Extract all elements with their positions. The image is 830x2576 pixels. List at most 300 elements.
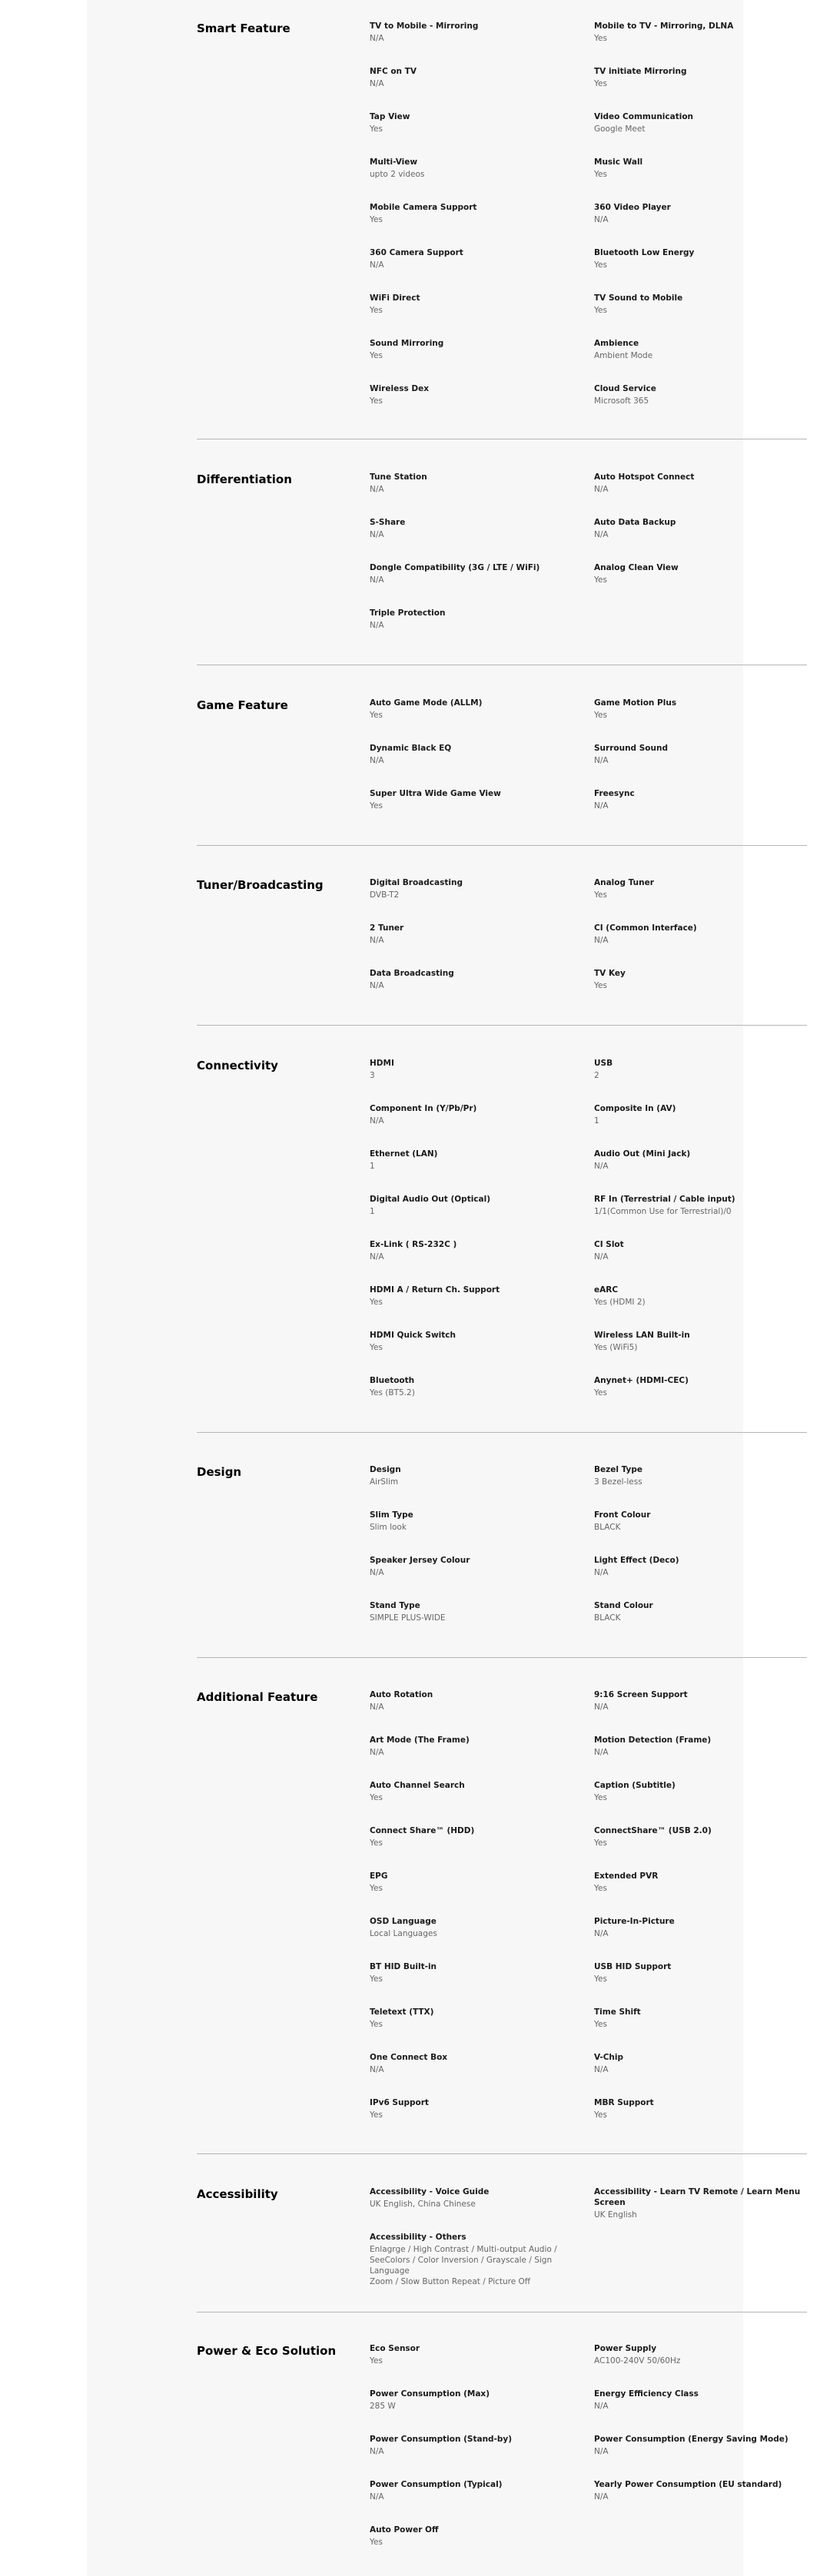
spec-item <box>370 202 594 247</box>
spec-value: N/A <box>594 215 609 224</box>
spec-item <box>594 2343 807 2389</box>
spec-value: Yes <box>594 170 607 179</box>
spec-item <box>370 1239 594 1285</box>
spec-item <box>594 1330 807 1375</box>
spec-label: Tune Station <box>370 472 427 482</box>
spec-item <box>370 472 594 517</box>
spec-item <box>370 1058 594 1103</box>
spec-value: Yes <box>370 1793 383 1802</box>
spec-item <box>370 21 594 66</box>
spec-item <box>370 2434 594 2479</box>
spec-label: Bluetooth Low Energy <box>594 248 695 257</box>
spec-label: Art Mode (The Frame) <box>370 1736 470 1745</box>
spec-item <box>370 2007 594 2052</box>
spec-grid <box>370 472 807 653</box>
spec-item <box>370 743 594 788</box>
spec-item <box>370 247 594 293</box>
spec-item <box>370 2343 594 2389</box>
spec-item <box>370 1871 594 1916</box>
spec-label: Surround Sound <box>594 744 668 753</box>
spec-item <box>370 562 594 608</box>
spec-item <box>370 968 594 1013</box>
spec-label: Power Consumption (Stand-by) <box>370 2435 513 2444</box>
spec-item <box>370 2186 594 2232</box>
spec-value: N/A <box>594 1568 609 1577</box>
spec-item <box>594 293 807 338</box>
spec-item <box>370 1375 594 1421</box>
spec-value: Yes <box>594 1793 607 1802</box>
spec-value: Yes <box>594 890 607 900</box>
spec-label: MBR Support <box>594 2098 654 2107</box>
spec-value: Yes <box>594 260 607 270</box>
spec-item <box>370 608 594 653</box>
spec-item <box>370 698 594 743</box>
spec-value: N/A <box>370 485 384 494</box>
spec-value: Yes <box>370 2020 383 2029</box>
spec-value: Yes <box>594 1884 607 1893</box>
spec-value: N/A <box>370 2447 384 2456</box>
spec-item <box>594 1103 807 1149</box>
spec-label: Slim Type <box>370 1510 413 1520</box>
spec-value: 1 <box>370 1207 375 1216</box>
spec-value: N/A <box>594 1162 609 1171</box>
spec-value: 285 W <box>370 2402 396 2411</box>
spec-value: Yes <box>594 711 607 720</box>
spec-item <box>594 968 807 1013</box>
spec-item <box>370 111 594 157</box>
section-connectivity <box>197 1058 807 1433</box>
spec-label: IPv6 Support <box>370 2098 429 2107</box>
spec-value: N/A <box>594 1748 609 1757</box>
spec-label: TV Sound to Mobile <box>594 293 683 303</box>
spec-label: CI Slot <box>594 1240 624 1249</box>
spec-item <box>370 293 594 338</box>
spec-item <box>594 247 807 293</box>
spec-value: N/A <box>594 801 609 811</box>
spec-item <box>594 2434 807 2479</box>
spec-item <box>594 2052 807 2097</box>
spec-item <box>370 2052 594 2097</box>
spec-label: Analog Tuner <box>594 878 654 887</box>
spec-label: 360 Camera Support <box>370 248 463 257</box>
spec-value: Yes <box>594 1838 607 1848</box>
spec-grid <box>370 1464 807 1646</box>
spec-label: Composite In (AV) <box>594 1104 676 1113</box>
spec-value: 3 Bezel-less <box>594 1477 642 1487</box>
spec-item <box>370 383 594 429</box>
spec-item <box>370 2097 594 2143</box>
spec-label: Connect Share™ (HDD) <box>370 1826 475 1835</box>
spec-item <box>594 2007 807 2052</box>
spec-value: N/A <box>594 1929 609 1938</box>
spec-item <box>594 698 807 743</box>
section-additional-feature <box>197 1689 807 2154</box>
spec-item <box>594 1375 807 1421</box>
section-divider <box>197 1657 807 1658</box>
spec-label: Component In (Y/Pb/Pr) <box>370 1104 477 1113</box>
spec-item <box>370 517 594 562</box>
spec-label: Front Colour <box>594 1510 651 1520</box>
spec-label: Power Supply <box>594 2344 657 2353</box>
spec-item <box>594 923 807 968</box>
spec-item <box>370 157 594 202</box>
spec-item <box>594 21 807 66</box>
spec-label: Accessibility - Voice Guide <box>370 2187 490 2196</box>
spec-label: V-Chip <box>594 2053 624 2062</box>
spec-item <box>594 562 807 608</box>
spec-item <box>594 877 807 923</box>
spec-value: N/A <box>594 1702 609 1712</box>
spec-label: Auto Data Backup <box>594 518 676 527</box>
spec-label: Yearly Power Consumption (EU standard) <box>594 2480 782 2489</box>
spec-item <box>594 1825 807 1871</box>
section-game-feature <box>197 698 807 846</box>
spec-value: N/A <box>370 2065 384 2074</box>
spec-label: Sound Mirroring <box>370 339 444 348</box>
spec-item <box>594 1871 807 1916</box>
section-title: Additional Feature <box>197 1690 318 1704</box>
spec-label: Stand Colour <box>594 1601 653 1610</box>
spec-label: Music Wall <box>594 157 643 167</box>
spec-item <box>594 1961 807 2007</box>
spec-label: TV Key <box>594 969 626 978</box>
spec-label: Time Shift <box>594 2007 641 2017</box>
spec-item <box>370 1961 594 2007</box>
spec-item <box>370 1103 594 1149</box>
spec-value: N/A <box>370 621 384 630</box>
spec-item <box>594 2479 807 2525</box>
spec-value: N/A <box>370 1748 384 1757</box>
spec-value: Yes (BT5.2) <box>370 1388 415 1397</box>
section-tuner-broadcasting <box>197 877 807 1026</box>
spec-label: Digital Broadcasting <box>370 878 463 887</box>
spec-item <box>370 1285 594 1330</box>
spec-value: DVB-T2 <box>370 890 400 900</box>
spec-label: Teletext (TTX) <box>370 2007 434 2017</box>
spec-item <box>370 66 594 111</box>
spec-value: Yes <box>370 801 383 811</box>
spec-label: USB HID Support <box>594 1962 672 1971</box>
spec-item <box>594 517 807 562</box>
spec-label: Tap View <box>370 112 410 121</box>
spec-item <box>370 2479 594 2525</box>
spec-label: Ambience <box>594 339 639 348</box>
spec-label: 360 Video Player <box>594 203 671 212</box>
spec-item <box>370 1330 594 1375</box>
spec-item <box>370 1510 594 1555</box>
spec-value: Yes <box>370 306 383 315</box>
spec-item <box>594 202 807 247</box>
spec-label: Dongle Compatibility (3G / LTE / WiFi) <box>370 563 540 572</box>
spec-item <box>594 1916 807 1961</box>
spec-item <box>594 2097 807 2143</box>
spec-label: Video Communication <box>594 112 694 121</box>
spec-label: Accessibility - Others <box>370 2233 466 2242</box>
spec-value: Yes (WiFi5) <box>594 1343 638 1352</box>
spec-item <box>594 1555 807 1600</box>
spec-label: Auto Hotspot Connect <box>594 472 695 482</box>
spec-value: N/A <box>370 79 384 88</box>
section-title: Differentiation <box>197 472 292 486</box>
section-title: Power & Eco Solution <box>197 2344 337 2358</box>
spec-value: AC100-240V 50/60Hz <box>594 2356 681 2365</box>
spec-label: Design <box>370 1465 401 1474</box>
spec-value: N/A <box>370 1568 384 1577</box>
spec-value: upto 2 videos <box>370 170 425 179</box>
spec-item <box>370 2232 594 2322</box>
spec-item <box>370 1780 594 1825</box>
spec-value: Microsoft 365 <box>594 396 649 406</box>
spec-item <box>370 788 594 834</box>
spec-item <box>594 383 807 429</box>
spec-value: Yes <box>594 2020 607 2029</box>
spec-value: Yes <box>594 34 607 43</box>
spec-label: ConnectShare™ (USB 2.0) <box>594 1826 712 1835</box>
spec-label: TV initiate Mirroring <box>594 67 687 76</box>
spec-value: N/A <box>594 530 609 539</box>
spec-value: AirSlim <box>370 1477 399 1487</box>
spec-grid <box>370 2186 807 2322</box>
spec-value: N/A <box>370 575 384 585</box>
spec-label: EPG <box>370 1871 388 1881</box>
spec-item <box>594 157 807 202</box>
spec-item <box>370 1916 594 1961</box>
spec-label: Power Consumption (Typical) <box>370 2480 503 2489</box>
section-title: Smart Feature <box>197 22 290 35</box>
spec-label: Stand Type <box>370 1601 420 1610</box>
section-divider <box>197 1025 807 1026</box>
spec-item <box>594 111 807 157</box>
spec-label: Bezel Type <box>594 1465 643 1474</box>
spec-label: Bluetooth <box>370 1376 415 1385</box>
spec-grid <box>370 2343 807 2570</box>
spec-label: Mobile to TV - Mirroring, DLNA <box>594 22 734 31</box>
spec-value: SIMPLE PLUS-WIDE <box>370 1613 446 1623</box>
spec-label: Ex-Link ( RS-232C ) <box>370 1240 457 1249</box>
spec-item <box>594 1239 807 1285</box>
spec-value: Local Languages <box>370 1929 437 1938</box>
spec-item <box>370 1555 594 1600</box>
spec-value: Yes <box>370 396 383 406</box>
spec-value: Yes <box>594 306 607 315</box>
spec-value: N/A <box>370 936 384 945</box>
spec-panel <box>87 0 801 2576</box>
spec-value: Google Meet <box>594 124 646 134</box>
spec-item <box>594 1735 807 1780</box>
spec-value: N/A <box>370 2492 384 2501</box>
spec-item <box>594 1058 807 1103</box>
spec-label: Caption (Subtitle) <box>594 1781 676 1790</box>
spec-label: NFC on TV <box>370 67 417 76</box>
spec-value: N/A <box>370 260 384 270</box>
spec-item <box>594 1510 807 1555</box>
spec-label: Energy Efficiency Class <box>594 2389 699 2399</box>
spec-value: N/A <box>594 2402 609 2411</box>
spec-value: 1 <box>594 1116 599 1126</box>
spec-label: Power Consumption (Max) <box>370 2389 490 2399</box>
spec-value: Yes <box>370 351 383 360</box>
spec-item <box>370 2525 594 2570</box>
spec-grid <box>370 877 807 1013</box>
spec-value: Yes <box>594 1974 607 1984</box>
spec-value: Yes (HDMI 2) <box>594 1298 646 1307</box>
spec-item <box>370 1735 594 1780</box>
spec-value: Yes <box>594 79 607 88</box>
spec-label: 9:16 Screen Support <box>594 1690 688 1699</box>
spec-item <box>594 743 807 788</box>
section-power-eco <box>197 2343 807 2576</box>
spec-value: N/A <box>594 1252 609 1261</box>
spec-label: Light Effect (Deco) <box>594 1556 679 1565</box>
spec-label: Auto Game Mode (ALLM) <box>370 698 483 708</box>
spec-item <box>594 66 807 111</box>
spec-label: Dynamic Black EQ <box>370 744 452 753</box>
spec-item <box>370 877 594 923</box>
spec-item <box>370 1149 594 1194</box>
section-title: Accessibility <box>197 2187 278 2201</box>
spec-value: 2 <box>594 1071 599 1080</box>
spec-label: Auto Channel Search <box>370 1781 465 1790</box>
spec-value: N/A <box>594 2447 609 2456</box>
spec-label: Data Broadcasting <box>370 969 454 978</box>
spec-label: TV to Mobile - Mirroring <box>370 22 479 31</box>
spec-label: Wireless LAN Built-in <box>594 1331 690 1340</box>
spec-item <box>594 472 807 517</box>
spec-value: Yes <box>594 981 607 990</box>
section-differentiation <box>197 472 807 665</box>
spec-value: Yes <box>370 1343 383 1352</box>
spec-value: N/A <box>594 485 609 494</box>
spec-label: OSD Language <box>370 1917 437 1926</box>
section-title: Connectivity <box>197 1059 278 1073</box>
spec-value: N/A <box>370 1116 384 1126</box>
spec-label: Cloud Service <box>594 384 656 393</box>
section-divider <box>197 1432 807 1433</box>
spec-value: N/A <box>594 936 609 945</box>
spec-label: RF In (Terrestrial / Cable input) <box>594 1195 735 1204</box>
spec-label: HDMI A / Return Ch. Support <box>370 1285 500 1295</box>
spec-label: Anynet+ (HDMI-CEC) <box>594 1376 689 1385</box>
spec-value: N/A <box>370 1702 384 1712</box>
spec-label: Super Ultra Wide Game View <box>370 789 501 798</box>
spec-label: One Connect Box <box>370 2053 448 2062</box>
spec-label: CI (Common Interface) <box>594 923 697 933</box>
spec-label: Extended PVR <box>594 1871 659 1881</box>
spec-label: HDMI <box>370 1059 394 1068</box>
section-title: Game Feature <box>197 698 288 712</box>
spec-value: Yes <box>370 215 383 224</box>
spec-label: eARC <box>594 1285 619 1295</box>
spec-grid <box>370 1689 807 2143</box>
spec-label: WiFi Direct <box>370 293 420 303</box>
spec-item <box>370 1825 594 1871</box>
spec-item <box>594 1285 807 1330</box>
spec-label: Freesync <box>594 789 635 798</box>
spec-item <box>370 1600 594 1646</box>
spec-value: Enlagrge / High Contrast / Multi-output Audio / SeeColors / Color Inversion / Grayscale / Sign Language Zoom / Slow Button Repeat / Picture Off <box>370 2245 557 2286</box>
spec-item <box>370 338 594 383</box>
spec-value: Yes <box>370 1884 383 1893</box>
spec-value: N/A <box>594 756 609 765</box>
spec-value: N/A <box>370 1252 384 1261</box>
spec-item <box>594 1689 807 1735</box>
spec-value: N/A <box>594 2065 609 2074</box>
spec-grid <box>370 21 807 429</box>
spec-value: N/A <box>594 2492 609 2501</box>
spec-label: Picture-In-Picture <box>594 1917 675 1926</box>
spec-value: N/A <box>370 756 384 765</box>
spec-value: Yes <box>594 575 607 585</box>
spec-label: Mobile Camera Support <box>370 203 477 212</box>
spec-label: Motion Detection (Frame) <box>594 1736 712 1745</box>
spec-label: Ethernet (LAN) <box>370 1149 438 1159</box>
section-title: Design <box>197 1465 242 1479</box>
section-divider <box>197 845 807 846</box>
section-accessibility <box>197 2186 807 2312</box>
spec-label: Accessibility - Learn TV Remote / Learn Menu Screen <box>594 2187 801 2207</box>
spec-value: Yes <box>370 2110 383 2120</box>
spec-value: BLACK <box>594 1523 621 1532</box>
spec-value: UK English, China Chinese <box>370 2200 476 2209</box>
spec-value: 1 <box>370 1162 375 1171</box>
spec-grid <box>370 698 807 834</box>
spec-value: Slim look <box>370 1523 407 1532</box>
spec-value: N/A <box>370 981 384 990</box>
spec-value: UK English <box>594 2210 637 2220</box>
spec-item <box>594 2389 807 2434</box>
spec-item <box>594 338 807 383</box>
spec-label: Auto Power Off <box>370 2525 439 2535</box>
spec-label: Multi-View <box>370 157 418 167</box>
spec-grid <box>370 1058 807 1421</box>
spec-item <box>594 1600 807 1646</box>
spec-value: BLACK <box>594 1613 621 1623</box>
spec-item <box>370 2389 594 2434</box>
section-title: Tuner/Broadcasting <box>197 878 324 892</box>
spec-item <box>370 1464 594 1510</box>
spec-value: Yes <box>594 2110 607 2120</box>
spec-value: Yes <box>370 124 383 134</box>
spec-label: Game Motion Plus <box>594 698 677 708</box>
spec-label: HDMI Quick Switch <box>370 1331 456 1340</box>
spec-item <box>594 1194 807 1239</box>
spec-value: Yes <box>370 711 383 720</box>
spec-item <box>594 1149 807 1194</box>
spec-value: 3 <box>370 1071 375 1080</box>
spec-item <box>594 1464 807 1510</box>
spec-label: BT HID Built-in <box>370 1962 437 1971</box>
spec-label: Power Consumption (Energy Saving Mode) <box>594 2435 788 2444</box>
spec-item <box>594 788 807 834</box>
spec-value: Yes <box>370 2356 383 2365</box>
spec-label: S-Share <box>370 518 406 527</box>
spec-label: Analog Clean View <box>594 563 679 572</box>
spec-label: Digital Audio Out (Optical) <box>370 1195 491 1204</box>
spec-value: Yes <box>370 1298 383 1307</box>
spec-label: Eco Sensor <box>370 2344 420 2353</box>
spec-label: Speaker Jersey Colour <box>370 1556 470 1565</box>
spec-item <box>370 923 594 968</box>
spec-label: USB <box>594 1059 613 1068</box>
spec-label: Auto Rotation <box>370 1690 433 1699</box>
section-smart-feature <box>197 21 807 439</box>
spec-value: N/A <box>370 530 384 539</box>
spec-value: Yes <box>370 2538 383 2547</box>
spec-label: Wireless Dex <box>370 384 429 393</box>
spec-label: Audio Out (Mini Jack) <box>594 1149 691 1159</box>
spec-value: Yes <box>594 1388 607 1397</box>
spec-item <box>594 2186 807 2232</box>
